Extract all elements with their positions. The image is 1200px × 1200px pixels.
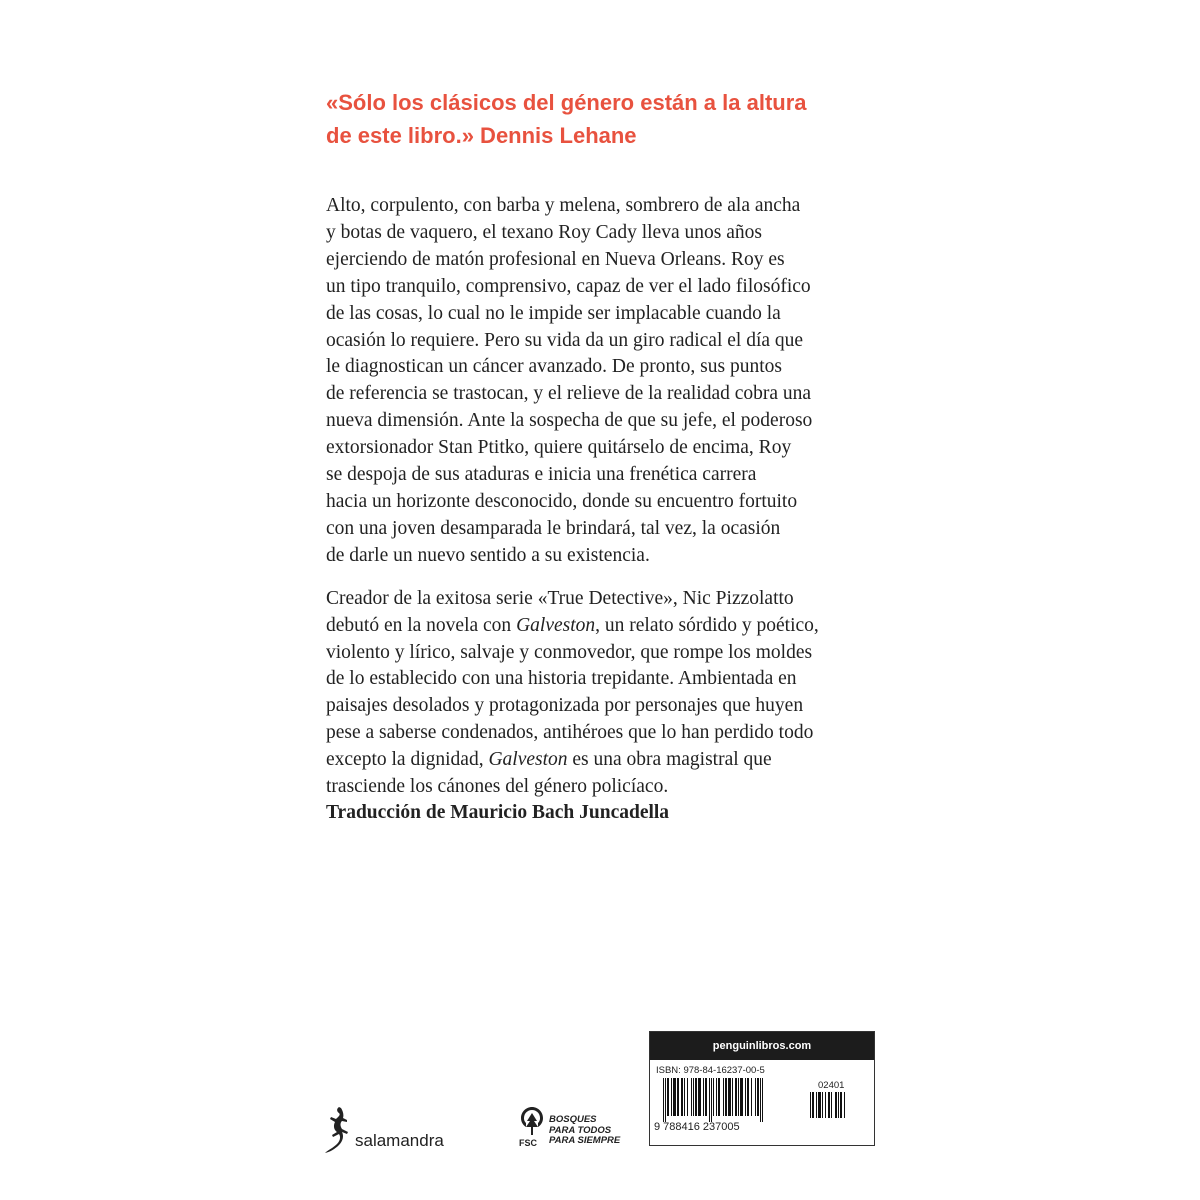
- barcode-bar: [716, 1078, 717, 1116]
- addon-barcode: [810, 1092, 860, 1124]
- website-label: penguinlibros.com: [650, 1032, 874, 1060]
- text-line: pese a saberse condenados, antihéroes que lo han perdido todo: [326, 722, 814, 744]
- fsc-label: FSC: [519, 1138, 537, 1148]
- barcode-bar: [755, 1078, 756, 1116]
- barcode-bar: [723, 1078, 724, 1116]
- barcode-bar: [665, 1078, 666, 1122]
- text-line: extorsionador Stan Ptitko, quiere quitárselo de encima, Roy: [326, 437, 792, 459]
- text-run: excepto la dignidad,: [326, 749, 489, 771]
- fsc-slogan: [549, 1115, 620, 1147]
- book-title: Galveston: [488, 749, 568, 771]
- barcode-bar: [760, 1078, 761, 1122]
- fsc-logo: [515, 1105, 635, 1155]
- barcode-bar: [732, 1078, 733, 1116]
- synopsis-paragraph-1: [326, 193, 906, 570]
- barcode-bar: [835, 1092, 837, 1118]
- barcode-bar: [711, 1078, 712, 1122]
- ean-barcode: [663, 1078, 803, 1122]
- barcode-bar: [718, 1078, 720, 1116]
- fsc-slogan-line: PARA TODOS: [549, 1124, 612, 1136]
- barcode-bar: [703, 1078, 704, 1116]
- text-line: se despoja de sus ataduras e inicia una frenética carrera: [326, 464, 757, 486]
- barcode-bar: [831, 1092, 832, 1118]
- text-line: ejerciendo de matón profesional en Nueva Orleans. Roy es: [326, 248, 785, 270]
- text-line: Alto, corpulento, con barba y melena, sombrero de ala ancha: [326, 195, 801, 216]
- text-run: es una obra magistral que: [567, 749, 772, 771]
- barcode-bar: [705, 1078, 707, 1116]
- barcode-bar: [738, 1078, 739, 1116]
- barcode-bar: [812, 1092, 814, 1118]
- isbn-label: ISBN: 978-84-16237-00-5: [656, 1065, 765, 1076]
- text-line: de las cosas, lo cual no le impide ser implacable cuando la: [326, 302, 781, 324]
- barcode-bar: [822, 1092, 823, 1118]
- barcode-bar: [735, 1078, 737, 1116]
- text-line: nueva dimensión. Ante la sospecha de que su jefe, el poderoso: [326, 410, 813, 432]
- barcode-bar: [747, 1078, 749, 1116]
- barcode-bar: [816, 1092, 817, 1118]
- ean-digits: 9 788416 237005: [654, 1121, 740, 1133]
- text-line: trasciende los cánones del género policíaco.: [326, 776, 669, 798]
- barcode-bar: [818, 1092, 821, 1118]
- barcode-bar: [671, 1078, 672, 1116]
- barcode-bar: [740, 1078, 743, 1116]
- text-line: y botas de vaquero, el texano Roy Cady lleva unos años: [326, 221, 762, 243]
- text-line: le diagnostican un cáncer avanzado. De pronto, sus puntos: [326, 356, 782, 378]
- barcode-bar: [728, 1078, 731, 1116]
- barcode-bar: [709, 1078, 710, 1122]
- barcode-bar: [687, 1078, 688, 1116]
- barcode-bar: [695, 1078, 697, 1116]
- barcode-bar: [673, 1078, 676, 1116]
- barcode-bar: [840, 1092, 842, 1118]
- salamander-icon: [322, 1105, 356, 1155]
- text-run: , un relato sórdido y poético,: [595, 614, 819, 636]
- text-line: [326, 747, 906, 774]
- text-line: de lo establecido con una historia trepidante. Ambientada en: [326, 668, 797, 690]
- text-line: [326, 613, 906, 640]
- barcode-bar: [725, 1078, 727, 1116]
- text-line: paisajes desolados y protagonizada por personajes que huyen: [326, 695, 804, 717]
- translator-credit: Traducción de Mauricio Bach Juncadella: [326, 802, 670, 823]
- text-line: con una joven desamparada le brindará, tal vez, la ocasión: [326, 517, 781, 539]
- barcode-bar: [698, 1078, 701, 1116]
- book-title: Galveston: [516, 614, 596, 636]
- barcode-bar: [828, 1092, 830, 1118]
- barcode-bar: [713, 1078, 714, 1116]
- barcode-bar: [684, 1078, 685, 1116]
- barcode-bar: [681, 1078, 683, 1116]
- text-line: de darle un nuevo sentido a su existencia.: [326, 544, 650, 566]
- quote-line: de este libro.» Dennis Lehane: [326, 123, 637, 148]
- text-line: hacia un horizonte desconocido, donde su encuentro fortuito: [326, 490, 798, 512]
- text-run: debutó en la novela con: [326, 614, 517, 636]
- barcode-bar: [810, 1092, 811, 1118]
- synopsis-paragraph-2: [326, 586, 906, 801]
- text-line: de referencia se trastocan, y el relieve de la realidad cobra una: [326, 383, 812, 405]
- text-line: un tipo tranquilo, comprensivo, capaz de ver el lado filosófico: [326, 275, 811, 297]
- addon-code: 02401: [818, 1080, 845, 1091]
- barcode-bar: [762, 1078, 763, 1122]
- fsc-slogan-line: PARA SIEMPRE: [549, 1135, 621, 1146]
- barcode-bar: [838, 1092, 839, 1118]
- barcode-bar: [844, 1092, 845, 1118]
- barcode-bar: [745, 1078, 746, 1116]
- barcode-bar: [667, 1078, 669, 1116]
- barcode-bar: [825, 1092, 826, 1118]
- fsc-slogan-line: BOSQUES: [549, 1114, 597, 1125]
- publisher-name: salamandra: [355, 1131, 444, 1150]
- text-line: Creador de la exitosa serie «True Detective», Nic Pizzolatto: [326, 587, 794, 609]
- barcode-bar: [693, 1078, 694, 1116]
- barcode-bar: [663, 1078, 664, 1122]
- fsc-tree-icon: [517, 1105, 547, 1137]
- publisher-logo: [322, 1105, 472, 1160]
- barcode-bar: [751, 1078, 752, 1116]
- barcode-bar: [757, 1078, 759, 1116]
- endorsement-quote: [326, 86, 886, 152]
- barcode-bar: [677, 1078, 679, 1116]
- barcode-panel: [649, 1031, 875, 1146]
- text-line: ocasión lo requiere. Pero su vida da un giro radical el día que: [326, 329, 804, 351]
- synopsis: [326, 193, 906, 801]
- text-line: violento y lírico, salvaje y conmovedor, que rompe los moldes: [326, 641, 813, 663]
- quote-line: «Sólo los clásicos del género están a la altura: [326, 90, 807, 115]
- barcode-bar: [691, 1078, 692, 1116]
